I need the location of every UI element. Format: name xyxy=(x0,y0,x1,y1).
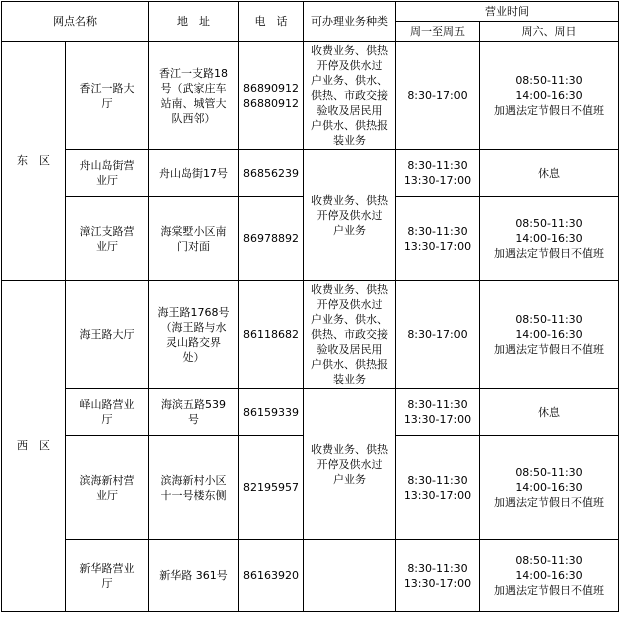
header-weekday: 周一至周五 xyxy=(396,22,480,42)
outlet-address: 海棠墅小区南 门对面 xyxy=(149,197,239,281)
header-services: 可办理业务种类 xyxy=(304,2,396,42)
service-outlets-table xyxy=(1,1,619,612)
district-west: 西 区 xyxy=(2,281,66,612)
header-address: 地 址 xyxy=(149,2,239,42)
outlet-address: 新华路 361号 xyxy=(149,540,239,612)
weekend-hours: 08:50-11:30 14:00-16:30 加遇法定节假日不值班 xyxy=(480,197,619,281)
table-row xyxy=(2,42,619,150)
weekend-hours: 休息 xyxy=(480,389,619,436)
weekend-hours: 08:50-11:30 14:00-16:30 加遇法定节假日不值班 xyxy=(480,436,619,540)
weekend-hours: 休息 xyxy=(480,150,619,197)
outlet-services: 收费业务、供热 开停及供水过 户业务 xyxy=(304,389,396,540)
outlet-phone: 86978892 xyxy=(239,197,304,281)
outlet-name: 峄山路营业 厅 xyxy=(66,389,149,436)
outlet-services xyxy=(304,540,396,612)
weekday-hours: 8:30-11:30 13:30-17:00 xyxy=(396,436,480,540)
outlet-phone: 86159339 xyxy=(239,389,304,436)
weekday-hours: 8:30-11:30 13:30-17:00 xyxy=(396,389,480,436)
weekend-hours: 08:50-11:30 14:00-16:30 加遇法定节假日不值班 xyxy=(480,42,619,150)
outlet-phone: 86890912 86880912 xyxy=(239,42,304,150)
table-row xyxy=(2,281,619,389)
outlet-address: 舟山岛街17号 xyxy=(149,150,239,197)
header-business-hours: 营业时间 xyxy=(396,2,619,22)
header-weekend: 周六、周日 xyxy=(480,22,619,42)
outlet-address: 滨海新村小区 十一号楼东侧 xyxy=(149,436,239,540)
table-row xyxy=(2,540,619,612)
weekday-hours: 8:30-17:00 xyxy=(396,42,480,150)
weekday-hours: 8:30-11:30 13:30-17:00 xyxy=(396,150,480,197)
outlet-phone: 82195957 xyxy=(239,436,304,540)
outlet-phone: 86163920 xyxy=(239,540,304,612)
weekday-hours: 8:30-17:00 xyxy=(396,281,480,389)
table-row xyxy=(2,389,619,436)
weekday-hours: 8:30-11:30 13:30-17:00 xyxy=(396,197,480,281)
table-row xyxy=(2,150,619,197)
outlet-services: 收费业务、供热 开停及供水过 户业务、供水、 供热、市政交接 验收及居民用 户供水、供热报 装业务 xyxy=(304,281,396,389)
outlet-phone: 86118682 xyxy=(239,281,304,389)
outlet-services: 收费业务、供热 开停及供水过 户业务 xyxy=(304,150,396,281)
outlet-name: 舟山岛街营 业厅 xyxy=(66,150,149,197)
outlet-name: 新华路营业 厅 xyxy=(66,540,149,612)
outlet-address: 香江一支路18 号（武家庄车 站南、城管大 队西邻） xyxy=(149,42,239,150)
outlet-address: 海王路1768号 （海王路与水 灵山路交界 处） xyxy=(149,281,239,389)
outlet-name: 海王路大厅 xyxy=(66,281,149,389)
outlet-services: 收费业务、供热 开停及供水过 户业务、供水、 供热、市政交接 验收及居民用 户供水、供热报 装业务 xyxy=(304,42,396,150)
header-phone: 电 话 xyxy=(239,2,304,42)
outlet-name: 滨海新村营 业厅 xyxy=(66,436,149,540)
outlet-phone: 86856239 xyxy=(239,150,304,197)
weekend-hours: 08:50-11:30 14:00-16:30 加遇法定节假日不值班 xyxy=(480,540,619,612)
weekday-hours: 8:30-11:30 13:30-17:00 xyxy=(396,540,480,612)
district-east: 东 区 xyxy=(2,42,66,281)
outlet-address: 海滨五路539 号 xyxy=(149,389,239,436)
outlet-name: 香江一路大 厅 xyxy=(66,42,149,150)
header-outlet-name: 网点名称 xyxy=(2,2,149,42)
weekend-hours: 08:50-11:30 14:00-16:30 加遇法定节假日不值班 xyxy=(480,281,619,389)
outlet-name: 漳江支路营 业厅 xyxy=(66,197,149,281)
